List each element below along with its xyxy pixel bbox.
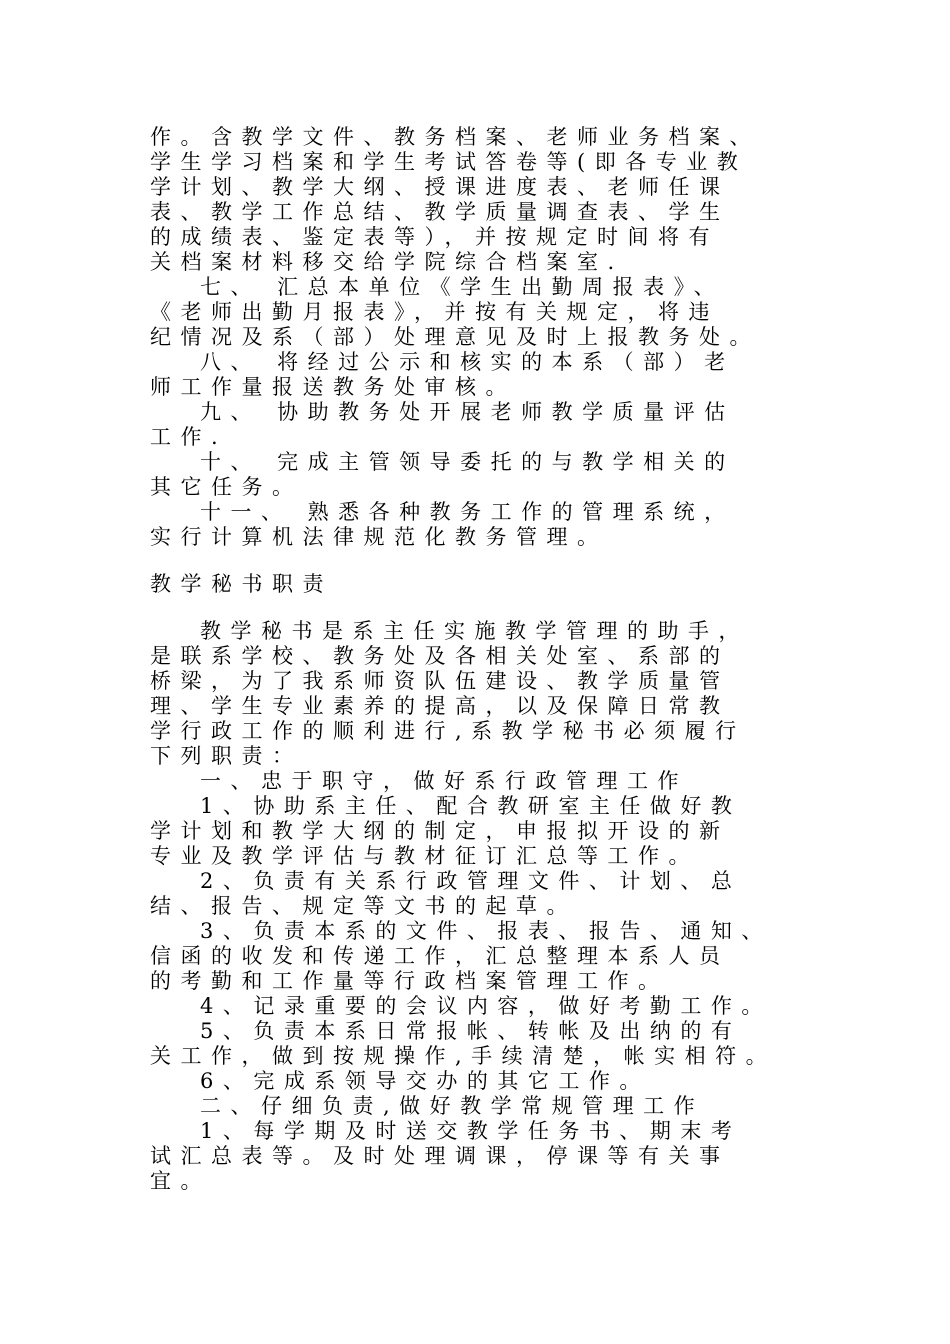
text-line: 关工作，做到按规操作,手续清楚，帐实相符。 [150,1044,777,1068]
text-line: 6、完成系领导交办的其它工作。 [200,1069,650,1093]
text-line: 5、负责本系日常报帐、转帐及出纳的有 [200,1019,742,1043]
text-line: 的考勤和工作量等行政档案管理工作。 [150,969,669,993]
text-line: 学生学习档案和学生考试答卷等(即各专业教 [150,150,748,174]
text-line: 的成绩表、鉴定表等），并按规定时间将有 [150,225,719,249]
text-line: 十、 完成主管领导委托的与教学相关的 [200,450,735,474]
text-line: 3、负责本系的文件、报表、报告、通知、 [200,919,772,943]
text-line: 专业及教学评估与教材征订汇总等工作。 [150,844,699,868]
text-line: 八、 将经过公示和核实的本系（部）老 [200,350,735,374]
text-line: 师工作量报送教务处审核。 [150,375,516,399]
text-line: 学计划、教学大纲、授课进度表、老师任课 [150,175,730,199]
text-line: 十一、 熟悉各种教务工作的管理系统， [200,500,735,524]
text-line: 理、学生专业素养的提高，以及保障日常教 [150,694,730,718]
text-line: 二、仔细负责,做好教学常规管理工作 [200,1094,705,1118]
text-line: 工作. [150,425,228,449]
text-line: 宜。 [150,1169,211,1193]
text-line: 实行计算机法律规范化教务管理。 [150,525,608,549]
text-line: 学计划和教学大纲的制定，申报拟开设的新 [150,819,730,843]
text-line: 1、协助系主任、配合教研室主任做好教 [200,794,742,818]
text-line: 表、教学工作总结、教学质量调查表、学生 [150,200,730,224]
text-line: 学行政工作的顺利进行,系教学秘书必须履行 [150,719,746,743]
text-line: 一、忠于职守，做好系行政管理工作 [200,769,688,793]
text-line: 结、报告、规定等文书的起草。 [150,894,577,918]
text-line: 2、负责有关系行政管理文件、计划、总 [200,869,742,893]
text-line: 教学秘书是系主任实施教学管理的助手， [200,619,749,643]
text-line: 下列职责： [150,744,303,768]
text-line: 其它任务。 [150,475,303,499]
section-heading: 教学秘书职责 [150,572,333,596]
text-line: 是联系学校、教务处及各相关处室、系部的 [150,644,730,668]
text-line: 九、 协助教务处开展老师教学质量评估 [200,400,735,424]
text-line: 《老师出勤月报表》，并按有关规定，将违 [150,300,719,324]
text-line: 信函的收发和传递工作，汇总整理本系人员 [150,944,730,968]
text-line: 纪情况及系（部）处理意见及时上报教务处。 [150,325,760,349]
text-line: 4、记录重要的会议内容，做好考勤工作。 [200,994,772,1018]
text-line: 关档案材料移交给学院综合档案室. [150,250,624,274]
text-line: 1、每学期及时送交教学任务书、期末考 [200,1119,742,1143]
text-line: 试汇总表等。及时处理调课，停课等有关事 [150,1144,730,1168]
text-line: 作。含教学文件、教务档案、老师业务档案、 [150,125,760,149]
text-line: 桥梁，为了我系师资队伍建设、教学质量管 [150,669,730,693]
text-line: 七、 汇总本单位《学生出勤周报表》、 [200,275,725,299]
